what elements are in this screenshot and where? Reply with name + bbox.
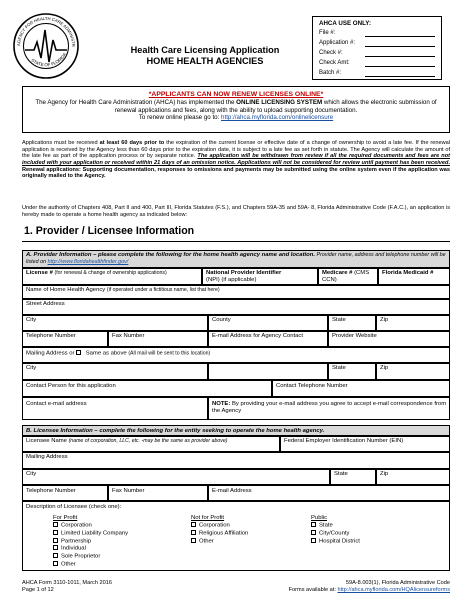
medicare-label-block xyxy=(322,270,377,284)
fax-label: Fax Number xyxy=(112,333,145,339)
licensee-mailing-field[interactable] xyxy=(22,452,450,469)
zip-field[interactable] xyxy=(376,315,450,331)
licensee-description-label: Description of Licensee (check one): xyxy=(26,504,122,510)
use-only-label: Check #: xyxy=(319,50,343,56)
use-only-line[interactable] xyxy=(365,46,435,47)
contact-person-field[interactable] xyxy=(22,380,272,397)
option-checkbox[interactable] xyxy=(191,522,196,527)
notice-body-bold: ONLINE LICENSING SYSTEM xyxy=(236,99,323,106)
option-checkbox[interactable] xyxy=(53,553,58,558)
ein-field[interactable] xyxy=(280,436,450,452)
mailing-state-field[interactable] xyxy=(328,363,376,380)
contact-person-label: Contact Person for this application xyxy=(26,383,116,389)
option-checkbox[interactable] xyxy=(311,522,316,527)
contact-telephone-label: Contact Telephone Number xyxy=(276,383,348,389)
footer-left xyxy=(22,580,112,594)
licensee-zip-field[interactable] xyxy=(376,469,450,485)
licensee-name-note: (name of corporation, LLC, etc. -may be the same as provider above) xyxy=(68,438,228,444)
notice-heading: *APPLICANTS CAN NOW RENEW LICENSES ONLINE* xyxy=(148,91,324,98)
agency-email-field[interactable] xyxy=(208,331,328,347)
contact-email-field[interactable] xyxy=(22,397,208,420)
footer-forms-label: Forms available at: xyxy=(288,587,338,593)
option-label: Limited Liability Company xyxy=(61,530,129,537)
state-label: State xyxy=(332,317,346,323)
online-renewal-notice xyxy=(22,86,450,133)
healthfinder-link[interactable]: http://www.floridahealthfinder.gov/ xyxy=(47,259,129,266)
npi-label: National Provider Identifier xyxy=(206,270,282,276)
licensee-type-option[interactable] xyxy=(53,538,128,546)
telephone-label: Telephone Number xyxy=(26,333,76,339)
renew-line xyxy=(23,114,449,122)
licensee-telephone-label: Telephone Number xyxy=(26,488,76,494)
licensee-name-label-block xyxy=(26,438,278,445)
mailing-label: Mailing Address or xyxy=(26,350,77,357)
agency-name-label: Name of Home Health Agency xyxy=(26,287,106,293)
same-as-above-checkbox[interactable] xyxy=(76,350,81,355)
licensee-city-label: City xyxy=(26,471,37,477)
use-only-line[interactable] xyxy=(365,66,435,67)
licensee-type-option[interactable] xyxy=(53,545,128,553)
option-label: Religious Affiliation xyxy=(199,530,249,537)
footer-forms-link[interactable]: http://ahca.myflorida.com/HQAlicensureforms xyxy=(337,587,450,593)
note-text: By providing your e-mail address you agree to accept e-mail correspondence from the Agency xyxy=(212,401,447,414)
use-only-line[interactable] xyxy=(365,56,435,57)
renew-link[interactable]: http://ahca.myflorida.com/onlinelicensure xyxy=(221,114,334,122)
mailing-state-label: State xyxy=(332,365,346,371)
section-a-title-block xyxy=(26,252,448,266)
contact-telephone-field[interactable] xyxy=(272,380,450,397)
website-label: Provider Website xyxy=(332,333,377,339)
option-label: Corporation xyxy=(199,522,230,529)
county-label: County xyxy=(212,317,231,323)
intro-e: Renewal applications: Supporting documentation, responses to omissions and payments may be submitted using the online system even if the application was originally mailed to the Agency. xyxy=(22,166,450,180)
notice-body-pre: The Agency for Health Care Administration (AHCA) has implemented the xyxy=(35,99,237,106)
licensee-type-group xyxy=(53,515,128,568)
section-a-title: A. Provider Information – please complete the following for the home health agency name and location. xyxy=(26,252,316,258)
option-label: Other xyxy=(61,561,76,568)
authority-paragraph: Under the authority of Chapters 408, Part II and 400, Part III, Florida Statutes (F.S.), and Chapters 59A-35 and 59A- 8, Florida Administrative Code (F.A.C.), an application is hereby made to operate a home health agency as indicated below: xyxy=(22,205,450,218)
intro-d: The application will be withdrawn from review if all the required documents and fees are not included with your application or received within 21 days of an omission notice. Applications will not be considered for review until payment has been received. xyxy=(22,153,450,166)
website-field[interactable] xyxy=(328,331,450,347)
licensee-state-field[interactable] xyxy=(330,469,376,485)
ahca-seal-logo xyxy=(12,12,80,80)
section-b-title: B. Licensee Information – complete the following for the entity seeking to operate the home health agency. xyxy=(26,427,325,434)
title-line1: Health Care Licensing Application xyxy=(130,45,280,55)
licensee-email-field[interactable] xyxy=(208,485,450,501)
ein-label: Federal Employer Identification Number (EIN) xyxy=(284,438,404,444)
licensee-type-option[interactable] xyxy=(191,522,248,530)
npi-note: (NPI) (if applicable) xyxy=(206,277,257,283)
licensee-mailing-label: Mailing Address xyxy=(26,454,68,460)
medicare-note: (CMS CCN) xyxy=(322,270,370,283)
use-only-label: Batch #: xyxy=(319,70,342,76)
use-only-row xyxy=(319,39,435,48)
street-label: Street Address xyxy=(26,301,65,307)
option-label: Sole Proprietor xyxy=(61,553,101,560)
medicaid-label: Florida Medicaid # xyxy=(382,270,434,276)
agency-name-field[interactable] xyxy=(22,285,450,299)
mailing-city-label: City xyxy=(26,365,37,371)
title-line2: HOME HEALTH AGENCIES xyxy=(146,56,264,66)
svg-text:AGENCY FOR HEALTH CARE ADMINIS: AGENCY FOR HEALTH CARE ADMINISTR xyxy=(15,15,77,47)
licensee-fax-label: Fax Number xyxy=(112,488,145,494)
ahca-use-only-box xyxy=(312,16,442,80)
note-label: NOTE: xyxy=(212,401,231,407)
fax-field[interactable] xyxy=(108,331,208,347)
use-only-label: File #: xyxy=(319,30,336,36)
licensee-fax-field[interactable] xyxy=(108,485,208,501)
license-label-block xyxy=(26,270,201,277)
state-field[interactable] xyxy=(328,315,376,331)
licensee-type-option[interactable] xyxy=(311,530,360,538)
mailing-label-block xyxy=(26,350,210,358)
licensee-type-group xyxy=(191,515,248,545)
use-only-title: AHCA USE ONLY: xyxy=(319,20,372,27)
use-only-row xyxy=(319,29,435,38)
county-field[interactable] xyxy=(208,315,328,331)
use-only-row xyxy=(319,69,435,78)
use-only-row xyxy=(319,59,435,68)
option-checkbox[interactable] xyxy=(53,545,58,550)
licensee-state-label: State xyxy=(334,471,348,477)
license-label: License # xyxy=(26,270,53,276)
mailing-city-field[interactable] xyxy=(22,363,208,380)
licensee-type-group xyxy=(311,515,360,545)
mailing-zip-field[interactable] xyxy=(376,363,450,380)
mailing-note: (All mail will be sent to this location) xyxy=(128,350,211,357)
option-checkbox[interactable] xyxy=(53,522,58,527)
section-b-header xyxy=(22,425,450,436)
city-label: City xyxy=(26,317,37,323)
mailing-blank-field[interactable] xyxy=(208,363,328,380)
renew-text: To renew online please go to: xyxy=(138,114,222,122)
section1-title: 1. Provider / Licensee Information xyxy=(24,225,195,237)
option-label: Corporation xyxy=(61,522,92,529)
group-heading: Not for Profit xyxy=(191,515,225,521)
agency-email-label: E-mail Address for Agency Contact xyxy=(212,333,304,339)
use-only-label: Check Amt: xyxy=(319,60,350,66)
same-as-above-label: Same as above xyxy=(84,350,127,357)
medicare-label: Medicare # xyxy=(322,270,353,276)
npi-field[interactable] xyxy=(202,268,318,285)
option-checkbox[interactable] xyxy=(53,538,58,543)
footer-page-number: Page 1 of 12 xyxy=(22,587,54,593)
licensee-telephone-field[interactable] xyxy=(22,485,108,501)
licensee-type-option[interactable] xyxy=(311,538,360,546)
licensee-type-option[interactable] xyxy=(53,561,128,569)
licensee-email-label: E-mail Address xyxy=(212,488,252,494)
email-consent-text xyxy=(212,401,448,415)
license-number-field[interactable] xyxy=(22,268,202,285)
section-a-header xyxy=(22,250,450,268)
licensee-type-option[interactable] xyxy=(53,553,128,561)
option-label: Individual xyxy=(61,545,86,552)
group-heading: For Profit xyxy=(53,515,78,521)
licensee-type-option[interactable] xyxy=(191,538,248,546)
group-heading: Public xyxy=(311,515,328,521)
svg-text:STATE OF FLORIDA: STATE OF FLORIDA xyxy=(30,51,68,68)
agency-name-note: (if operated under a fictitious name, list that here) xyxy=(106,287,220,293)
option-checkbox[interactable] xyxy=(191,538,196,543)
licensee-name-field[interactable] xyxy=(22,436,280,452)
option-checkbox[interactable] xyxy=(191,530,196,535)
footer-forms-line xyxy=(289,587,450,594)
licensee-zip-label: Zip xyxy=(380,471,389,477)
option-label: State xyxy=(319,522,333,529)
agency-name-label-block xyxy=(26,287,220,294)
use-only-line[interactable] xyxy=(365,76,435,77)
option-label: Other xyxy=(199,538,214,545)
licensee-type-option[interactable] xyxy=(53,530,128,538)
use-only-row xyxy=(319,49,435,58)
zip-label: Zip xyxy=(380,317,389,323)
licensee-type-option[interactable] xyxy=(311,522,360,530)
intro-paragraph xyxy=(22,140,450,180)
footer-rule: 59A-8.003(1), Florida Administrative Code xyxy=(345,580,450,586)
section1-rule xyxy=(22,241,450,242)
mailing-zip-label: Zip xyxy=(380,365,389,371)
notice-body-post: which allows the electronic submission of renewal applications and fees, along with the ability to upload supporting documentation. xyxy=(114,99,437,114)
contact-email-label: Contact e-mail address xyxy=(26,401,87,407)
licensee-type-option[interactable] xyxy=(53,522,128,530)
notice-body xyxy=(23,99,449,114)
npi-label-block xyxy=(206,270,318,284)
licensee-description-box xyxy=(22,501,450,571)
mailing-address-field[interactable] xyxy=(22,347,450,363)
use-only-label: Application #: xyxy=(319,40,356,46)
intro-b: at least 60 days prior to xyxy=(99,140,165,146)
footer-form-number: AHCA Form 3110-1011, March 2016 xyxy=(22,580,112,586)
option-label: Partnership xyxy=(61,538,92,545)
licensee-type-option[interactable] xyxy=(191,530,248,538)
licensee-name-label: Licensee Name xyxy=(26,438,67,444)
street-address-field[interactable] xyxy=(22,299,450,315)
form-title xyxy=(105,45,305,67)
medicaid-field[interactable] xyxy=(378,268,450,285)
email-consent-note xyxy=(208,397,450,420)
option-checkbox[interactable] xyxy=(53,561,58,566)
use-only-line[interactable] xyxy=(365,36,435,37)
intro-c: the expiration of the current license or effective date of a change of ownership to avoid a late fee. If the renewal application is received by the Agency less than 60 days prior to the expiration date, it is subject to a late fee as set forth in statute. The Agency will calculate the amount of the late fee as part of the application process or by separate notice. xyxy=(22,140,450,160)
city-field[interactable] xyxy=(22,315,208,331)
license-note: (for renewal & change of ownership applications) xyxy=(54,270,167,276)
option-checkbox[interactable] xyxy=(311,530,316,535)
telephone-field[interactable] xyxy=(22,331,108,347)
section-a-note: Provider name, address and telephone number will be listed on xyxy=(26,252,446,266)
footer-right xyxy=(289,580,450,594)
option-checkbox[interactable] xyxy=(311,538,316,543)
licensee-city-field[interactable] xyxy=(22,469,330,485)
option-checkbox[interactable] xyxy=(53,530,58,535)
option-label: Hospital District xyxy=(319,538,360,545)
medicare-field[interactable] xyxy=(318,268,378,285)
option-label: City/County xyxy=(319,530,350,537)
intro-a: Applications must be received xyxy=(22,140,100,146)
